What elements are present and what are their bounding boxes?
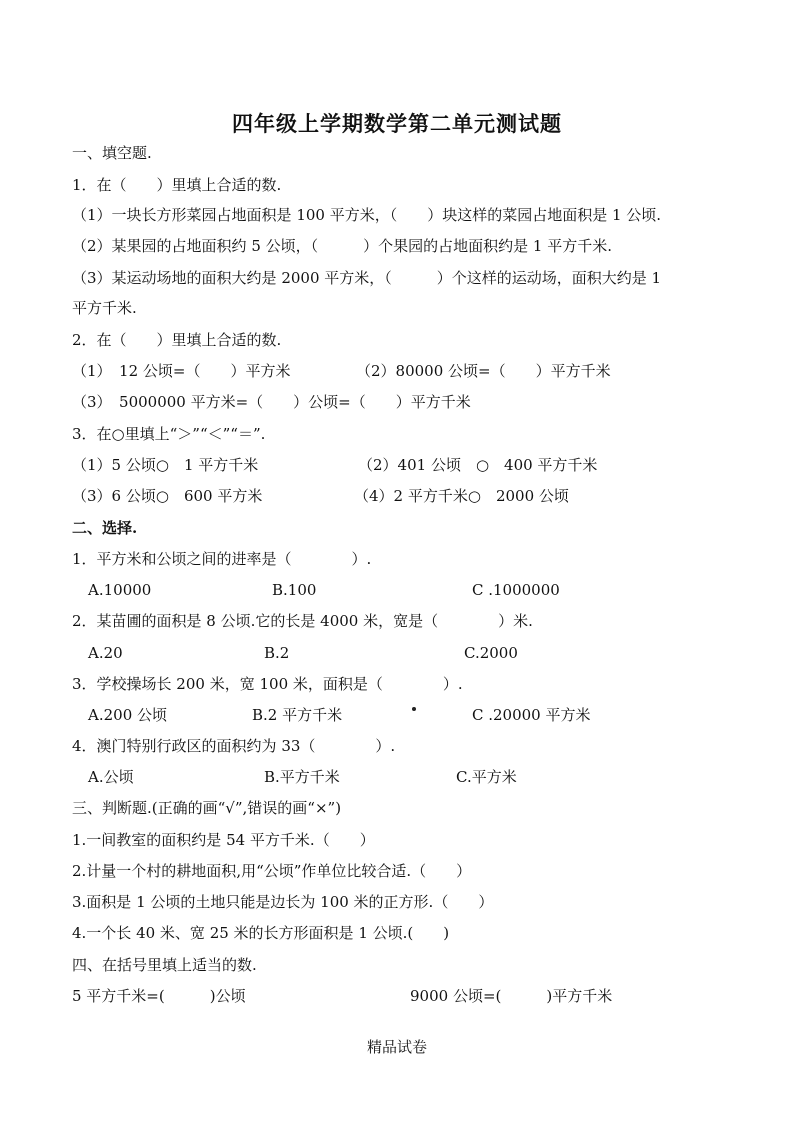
s4-left: 5 平方千米=( )公顷 [72,987,246,1005]
s2-q1-option-c: C .1000000 [472,581,560,599]
s2-q2-option-a: A.20 [88,644,123,662]
s2-q2-stem: 2．某苗圃的面积是 8 公顷.它的长是 4000 米，宽是（ ）米. [72,612,533,630]
s2-q3-option-b: B.2 平方千米 [252,706,343,724]
s1-q2-row1-right: （2）80000 公顷=（ ）平方千米 [356,362,611,380]
s2-q3-option-c: C .20000 平方米 [472,706,591,724]
s2-q2-option-c: C.2000 [464,644,518,662]
s2-q4-stem: 4．澳门特别行政区的面积约为 33（ ）. [72,737,396,755]
s3-item-4: 4.一个长 40 米、宽 25 米的长方形面积是 1 公顷.( ) [72,924,450,942]
s2-q4-option-c: C.平方米 [456,768,517,786]
s1-q1-item-2: （2）某果园的占地面积约 5 公顷，（ ）个果园的占地面积约是 1 平方千米. [72,237,612,255]
s1-q3-row2-left: （3）6 公顷○ 600 平方米 [72,487,263,505]
s4-right: 9000 公顷=( )平方千米 [410,987,613,1005]
s1-q1-stem: 1．在（ ）里填上合适的数. [72,176,282,194]
s1-q3-row2-right: （4）2 平方千米○ 2000 公顷 [354,487,569,505]
s2-q1-option-b: B.100 [272,581,317,599]
section3-heading: 三、判断题.(正确的画“√”,错误的画“×”) [72,799,342,817]
s2-q1-option-a: A.10000 [88,581,152,599]
section4-heading: 四、在括号里填上适当的数. [72,956,257,974]
s1-q3-row1-left: （1）5 公顷○ 1 平方千米 [72,456,259,474]
s1-q1-item-3-cont: 平方千米. [72,299,137,317]
s3-item-3: 3.面积是 1 公顷的土地只能是边长为 100 米的正方形.（ ） [72,893,494,911]
s3-item-1: 1.一间教室的面积约是 54 平方千米.（ ） [72,831,375,849]
s1-q2-row2: （3） 5000000 平方米=（ ）公顷=（ ）平方千米 [72,393,471,411]
s1-q3-stem: 3．在○里填上“＞”“＜”“＝”. [72,425,266,443]
page-title: 四年级上学期数学第二单元测试题 [232,111,562,136]
s2-q1-stem: 1．平方米和公顷之间的进率是（ ）. [72,550,372,568]
s1-q1-item-3: （3）某运动场地的面积大约是 2000 平方米，（ ）个这样的运动场，面积大约是 1 [72,269,662,287]
s1-q2-row1-left: （1） 12 公顷=（ ）平方米 [72,362,291,380]
s1-q3-row1-right: （2）401 公顷 ○ 400 平方千米 [358,456,598,474]
s2-q4-option-a: A.公顷 [88,768,134,786]
s1-q1-item-1: （1）一块长方形菜园占地面积是 100 平方米，（ ）块这样的菜园占地面积是 1 公顷. [72,206,662,224]
s2-q4-option-b: B.平方千米 [264,768,340,786]
s2-q3-stem: 3．学校操场长 200 米，宽 100 米，面积是（ ）. [72,675,463,693]
stray-dot [412,707,416,711]
s2-q2-option-b: B.2 [264,644,290,662]
s1-q2-stem: 2．在（ ）里填上合适的数. [72,331,282,349]
s3-item-2: 2.计量一个村的耕地面积,用“公顷”作单位比较合适.（ ） [72,862,472,880]
page-footer: 精品试卷 [366,1038,427,1056]
s2-q3-option-a: A.200 公顷 [88,706,167,724]
section2-heading: 二、选择. [72,519,138,537]
section1-heading: 一、填空题. [72,144,152,162]
